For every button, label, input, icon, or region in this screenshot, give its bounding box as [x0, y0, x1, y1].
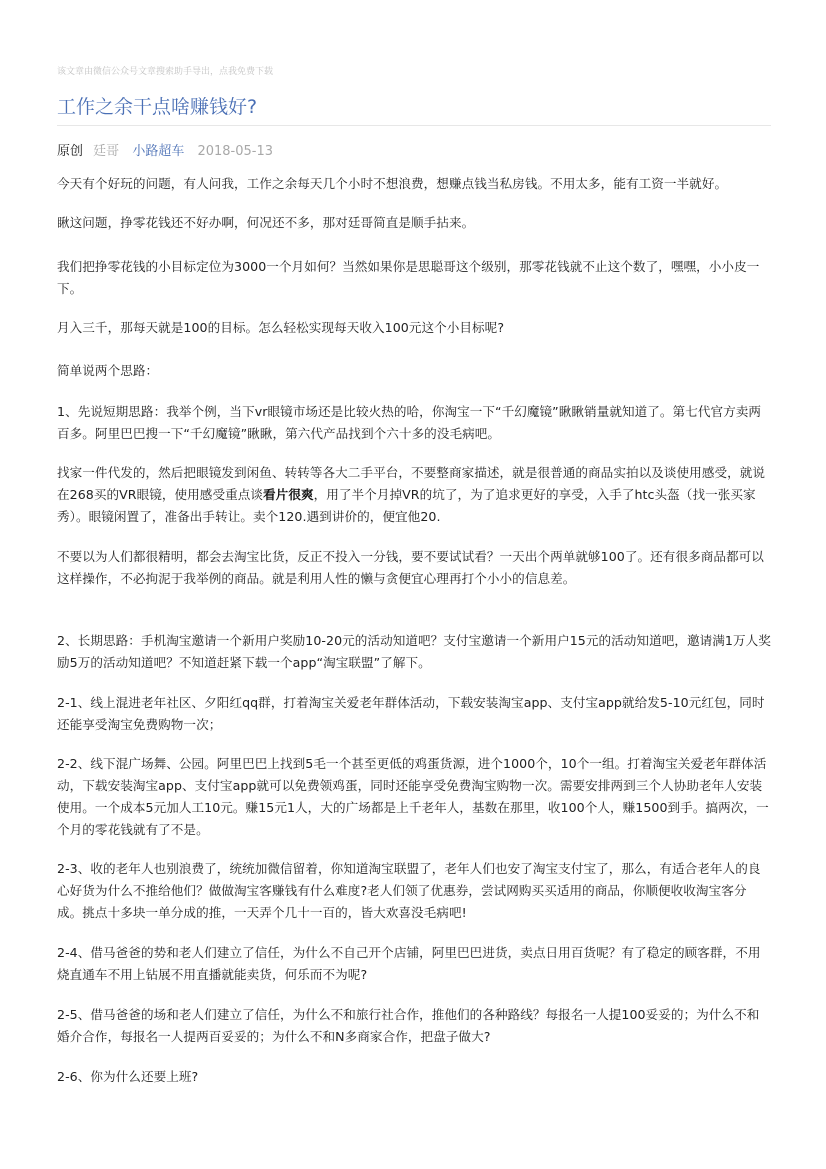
paragraph: 月入三千，那每天就是100的目标。怎么轻松实现每天收入100元这个小目标呢? [57, 320, 505, 335]
paragraph: 瞅这问题，挣零花钱还不好办啊，何况还不多，那对廷哥简直是顺手拈来。 [57, 215, 475, 230]
publish-date: 2018-05-13 [197, 144, 274, 159]
article-meta [57, 140, 273, 159]
emphasis-text: 看片很爽 [263, 487, 314, 502]
export-notice-link[interactable]: 该文章由微信公众号文章搜索助手导出，点我免费下载 [57, 67, 274, 77]
paragraph: 今天有个好玩的问题，有人问我，工作之余每天几个小时不想浪费，想赚点钱当私房钱。不用太多，能有工资一半就好。 [57, 176, 728, 191]
article-title: 工作之余干点啥赚钱好? [57, 96, 258, 118]
paragraph-text: ，用了半个月掉VR的坑了，为了追求更好的享受，入手了htc头盔（找一张买家秀）。眼镜闲置了，准备出手转让。卖个120.遇到讲价的，便宜他20. [57, 487, 756, 524]
author-name: 廷哥 [93, 144, 120, 159]
paragraph: 2-2、线下混广场舞、公园。阿里巴巴上找到5毛一个甚至更低的鸡蛋货源，进个1000个，10个一组。打着淘宝关爱老年群体活动，下载安装淘宝app、支付宝app就可以免费领鸡蛋，同时还能享受免费淘宝购物一次。需要安排两到三个人协助老年人安装使用。一个成本5元加人工10元。赚15元1人，大的广场都是上千老年人，基数在那里，收100个人，赚1500到手。搞两次，一个月的零花钱就有了不是。 [57, 756, 769, 837]
paragraph: 2-1、线上混进老年社区、夕阳红qq群，打着淘宝关爱老年群体活动，下载安装淘宝app、支付宝app就给发5-10元红包，同时还能享受淘宝免费购物一次； [57, 695, 765, 732]
paragraph: 2-6、你为什么还要上班? [57, 1069, 199, 1084]
title-divider [57, 125, 771, 126]
paragraph: 2-3、收的老年人也别浪费了，统统加微信留着，你知道淘宝联盟了，老年人们也安了淘宝支付宝了，那么，有适合老年人的良心好货为什么不推给他们？做做淘宝客赚钱有什么难度?老人们领了优惠券，尝试网购买买适用的商品，你顺便收收淘宝客分成。挑点十多块一单分成的推，一天弄个几十一百的，皆大欢喜没毛病吧! [57, 861, 761, 920]
paragraph: 我们把挣零花钱的小目标定位为3000一个月如何？当然如果你是思聪哥这个级别，那零花钱就不止这个数了，嘿嘿，小小皮一下。 [57, 259, 760, 296]
paragraph: 1、先说短期思路：我举个例，当下vr眼镜市场还是比较火热的哈，你淘宝一下“千幻魔镜”瞅瞅销量就知道了。第七代官方卖两百多。阿里巴巴搜一下“千幻魔镜”瞅瞅，第六代产品找到个六十多的没毛病吧。 [57, 404, 762, 441]
paragraph-text: 找家一件代发的，然后把眼镜发到闲鱼、转转等各大二手平台，不要整商家描述，就是很普通的商品实拍以及谈使用感受，就说在268买的VR眼镜，使用感受重点谈 [57, 465, 766, 502]
paragraph: 不要以为人们都很精明，都会去淘宝比货，反正不投入一分钱，要不要试试看？一天出个两单就够100了。还有很多商品都可以这样操作，不必拘泥于我举例的商品。就是利用人性的懒与贪便宜心理再打个小小的信息差。 [57, 549, 764, 586]
paragraph: 2-4、借马爸爸的势和老人们建立了信任，为什么不自己开个店铺，阿里巴巴进货，卖点日用百货呢？有了稳定的顾客群，不用烧直通车不用上钻展不用直播就能卖货，何乐而不为呢? [57, 945, 761, 982]
account-link[interactable]: 小路超车 [132, 144, 185, 159]
paragraph: 简单说两个思路： [57, 363, 159, 378]
paragraph: 2、长期思路：手机淘宝邀请一个新用户奖励10-20元的活动知道吧？支付宝邀请一个新用户15元的活动知道吧，邀请满1万人奖励5万的活动知道吧？不知道赶紧下载一个app“淘宝联盟”了解下。 [57, 633, 771, 670]
paragraph [57, 462, 771, 528]
paragraph: 2-5、借马爸爸的场和老人们建立了信任，为什么不和旅行社合作，推他们的各种路线？每报名一人提100妥妥的；为什么不和婚介合作，每报名一人提两百妥妥的；为什么不和N多商家合作，把盘子做大? [57, 1007, 760, 1044]
original-label: 原创 [57, 144, 84, 159]
